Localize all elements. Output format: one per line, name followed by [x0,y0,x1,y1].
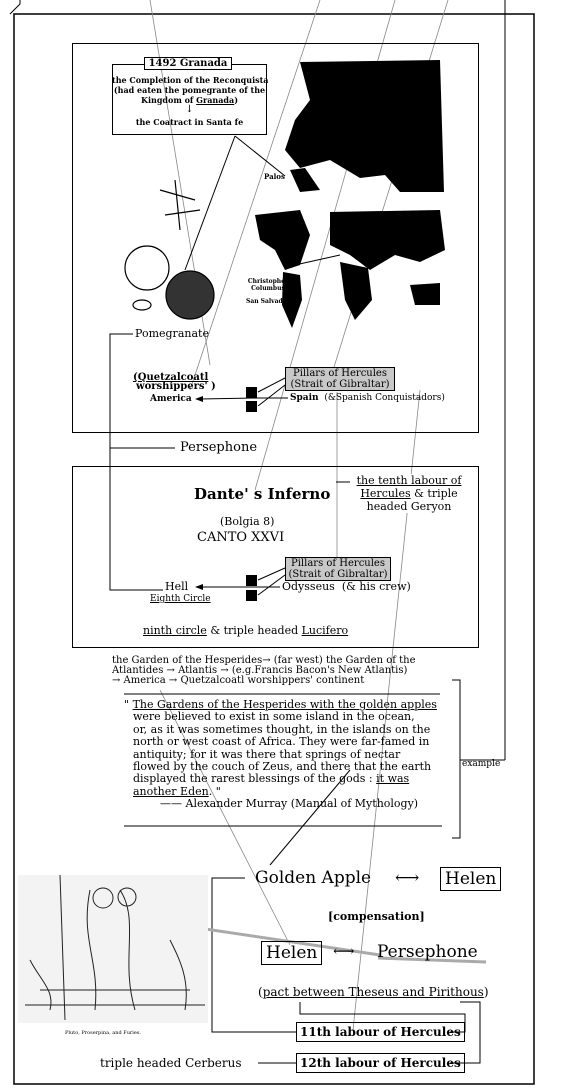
granada-text-1: the Completion of the Reconquista [112,75,269,85]
murray-quote: " The Gardens of the Hesperides with the golden apples were believed to exist in some island in the ocean, or, as it was sometimes thought, in the islands on the north or west coast of Africa. They were far-famed in antiquity; for it was there that springs of nectar flowed by the couch of Zeus, and there that the earth displayed the rarest blessings of the gods : it was another Eden. " —— Alexander Murray (Manual of Mythology) [124,698,437,811]
example-label: example [462,759,501,769]
compensation-label: [compensation] [328,910,425,923]
pact-label: (pact between Theseus and Pirithous) [258,985,489,999]
pillar-block-1 [246,387,257,398]
bolgia-label: (Bolgia 8) [220,515,275,528]
helen-box-1: Helen [440,867,501,891]
pillar-block-4 [246,590,257,601]
granada-text-2: (had eaten the pomegrante of the [113,85,266,95]
helen-box-2: Helen [261,941,322,965]
odysseus-label: Odysseus (& his crew) [282,580,411,593]
engraving-pluto-proserpina [18,875,208,1023]
granada-text-3: Kingdom of Granada) [141,95,238,105]
cerberus-label: triple headed Cerberus [100,1056,242,1070]
san-salvador-label: San Salvador [246,298,290,305]
columbus-label-2: Columbus [251,285,285,292]
spain-label: Spain (&Spanish Conquistadors) [290,393,445,403]
pillars-box-2: Pillars of Hercules (Strait of Gibraltar) [285,557,391,581]
golden-apple-label: Golden Apple [255,868,372,888]
pillar-block-3 [246,575,257,586]
pillar-block-2 [246,401,257,412]
quetzal-label-a: (Quetzalcoatl [133,372,209,383]
palos-label: Palos [264,172,285,181]
quetzal-label-b: worshippers' ) [136,381,216,392]
granada-title: 1492 Granada [144,57,232,70]
engraving-caption: Pluto, Proserpina, and Furies. [65,1030,142,1036]
down-arrow-icon: ↓ [185,104,194,115]
america-label: America [150,394,192,404]
garden-lines: the Garden of the Hesperides→ (far west) the Garden of the Atlantides → Atlantis → (e.g.Francis Bacon's New Atlantis) → America → Quetzalcoatl worshippers' continent [112,655,416,686]
canto-label: CANTO XXVI [197,530,285,545]
columbus-label-1: Christopher [247,278,289,285]
pillars-box-1: Pillars of Hercules (Strait of Gibraltar) [285,367,395,391]
labour-12-box: 12th labour of Hercules [296,1053,465,1073]
double-arrow-icon: ⟷ [395,868,420,888]
persephone-bottom-label: Persephone [377,942,478,962]
inferno-title: Dante' s Inferno [194,485,331,503]
pomegranate-label: Pomegranate [135,327,209,340]
eighth-circle-label: Eighth Circle [150,594,211,604]
contract-text: the Coatract in Santa fe [135,117,244,127]
labour-11-box: 11th labour of Hercules [296,1022,465,1042]
ninth-circle-label: ninth circle & triple headed Lucifero [143,624,349,637]
tenth-labour-label: the tenth labour of Hercules & triple headed Geryon [350,474,468,513]
persephone-label: Persephone [180,440,258,455]
double-arrow-icon-2: ⟷ [333,942,355,960]
hell-label: Hell [165,580,189,593]
